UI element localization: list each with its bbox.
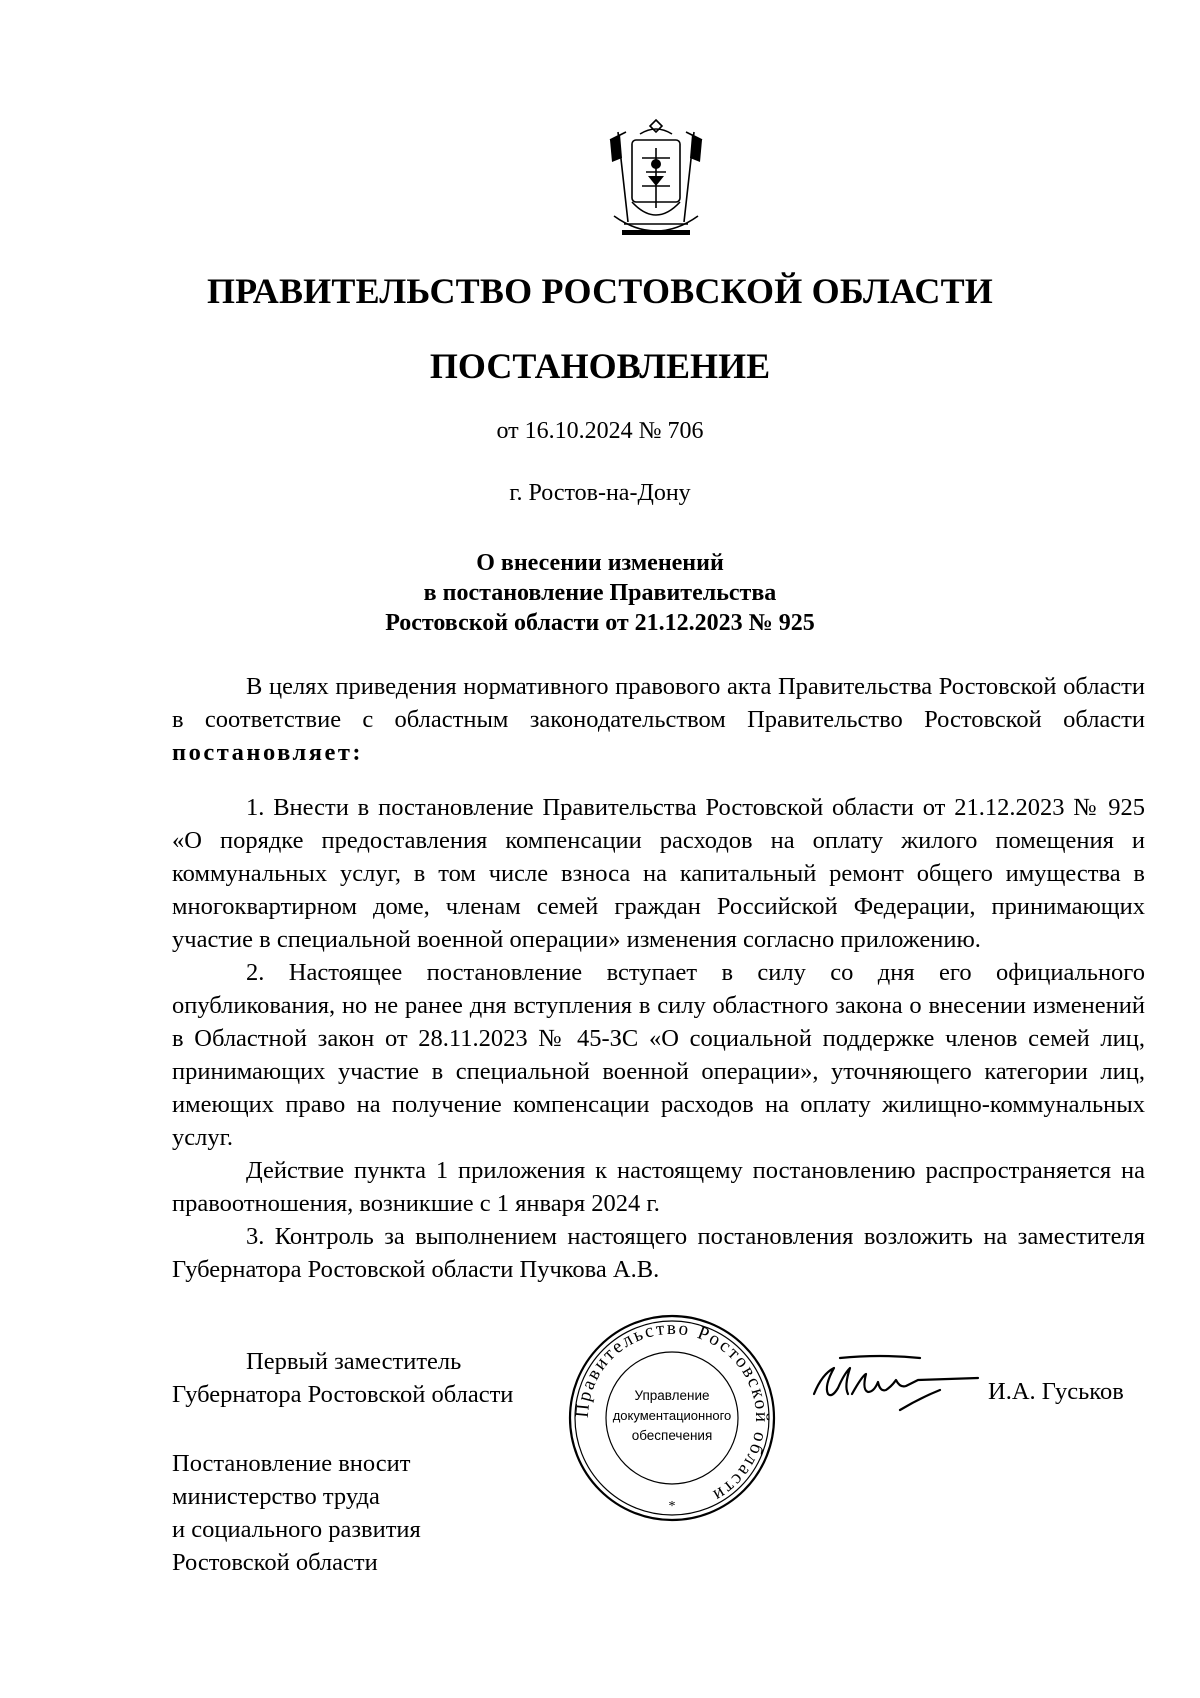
stamp-inner-line: Управление xyxy=(634,1388,710,1403)
submitted-by-line: и социального развития xyxy=(172,1516,421,1543)
stamp-outer-text: Правительство Ростовской области xyxy=(571,1317,773,1507)
handwritten-signature xyxy=(800,1350,980,1430)
position-line: Первый заместитель xyxy=(246,1348,462,1375)
item-1-paragraph: 1. Внести в постановление Правительства Ростовской области от 21.12.2023 № 925 «О порядке предоставления компенсации расходов на оплату жилого помещения и коммунальных услуг, в том числе взноса на капитальный ремонт общего имущества в многоквартирном доме, членам семей граждан Российской Федерации, принимающих участие в специальной военной операции» изменения согласно приложению. xyxy=(172,794,1145,953)
coat-of-arms-emblem xyxy=(596,112,716,244)
submitted-by-line: Постановление вносит xyxy=(172,1450,411,1477)
stamp-inner-line: документационного xyxy=(612,1408,732,1423)
preamble-paragraph xyxy=(172,670,1145,769)
item-3-paragraph: 3. Контроль за выполнением настоящего постановления возложить на заместителя Губернатора Ростовской области Пучкова А.В. xyxy=(172,1223,1145,1283)
signatory-position xyxy=(172,1345,513,1411)
stamp-inner-line: обеспечения xyxy=(631,1428,713,1443)
subject-line: Ростовской области от 21.12.2023 № 925 xyxy=(385,610,815,636)
item-2-extra-paragraph: Действие пункта 1 приложения к настоящему постановлению распространяется на правоотношения, возникшие с 1 января 2024 г. xyxy=(172,1157,1145,1217)
document-body xyxy=(172,670,1145,1286)
submitted-by-line: Ростовской области xyxy=(172,1549,378,1576)
document-type-title: ПОСТАНОВЛЕНИЕ xyxy=(429,346,771,386)
document-city: г. Ростов-на-Дону xyxy=(509,480,691,506)
submitted-by-line: министерство труда xyxy=(172,1483,380,1510)
subject-line: О внесении изменений xyxy=(476,550,724,576)
position-line: Губернатора Ростовской области xyxy=(172,1381,514,1408)
official-stamp xyxy=(566,1312,778,1524)
subject-line: в постановление Правительства xyxy=(423,580,777,606)
signatory-name: И.А. Гуськов xyxy=(988,1378,1124,1405)
document-number-date: от 16.10.2024 № 706 xyxy=(496,418,704,444)
submitted-by-block xyxy=(172,1447,421,1579)
svg-text:*: * xyxy=(668,1499,676,1514)
document-subject xyxy=(0,548,1200,638)
organization-title: ПРАВИТЕЛЬСТВО РОСТОВСКОЙ ОБЛАСТИ xyxy=(206,271,994,311)
item-2-paragraph: 2. Настоящее постановление вступает в силу со дня его официального опубликования, но не ранее дня вступления в силу областного закона о внесении изменений в Областной закон от 28.11.2023 № 45-ЗС «О социальной поддержке членов семей лиц, принимающих участие в специальной военной операции», уточняющего категории лиц, имеющих право на получение компенсации расходов на оплату жилищно-коммунальных услуг. xyxy=(172,959,1145,1151)
preamble-emphasis: постановляет: xyxy=(172,739,364,766)
preamble-text: В целях приведения нормативного правового акта Правительства Ростовской области в соответствие с областным законодательством Правительство Ростовской области xyxy=(172,673,1145,733)
